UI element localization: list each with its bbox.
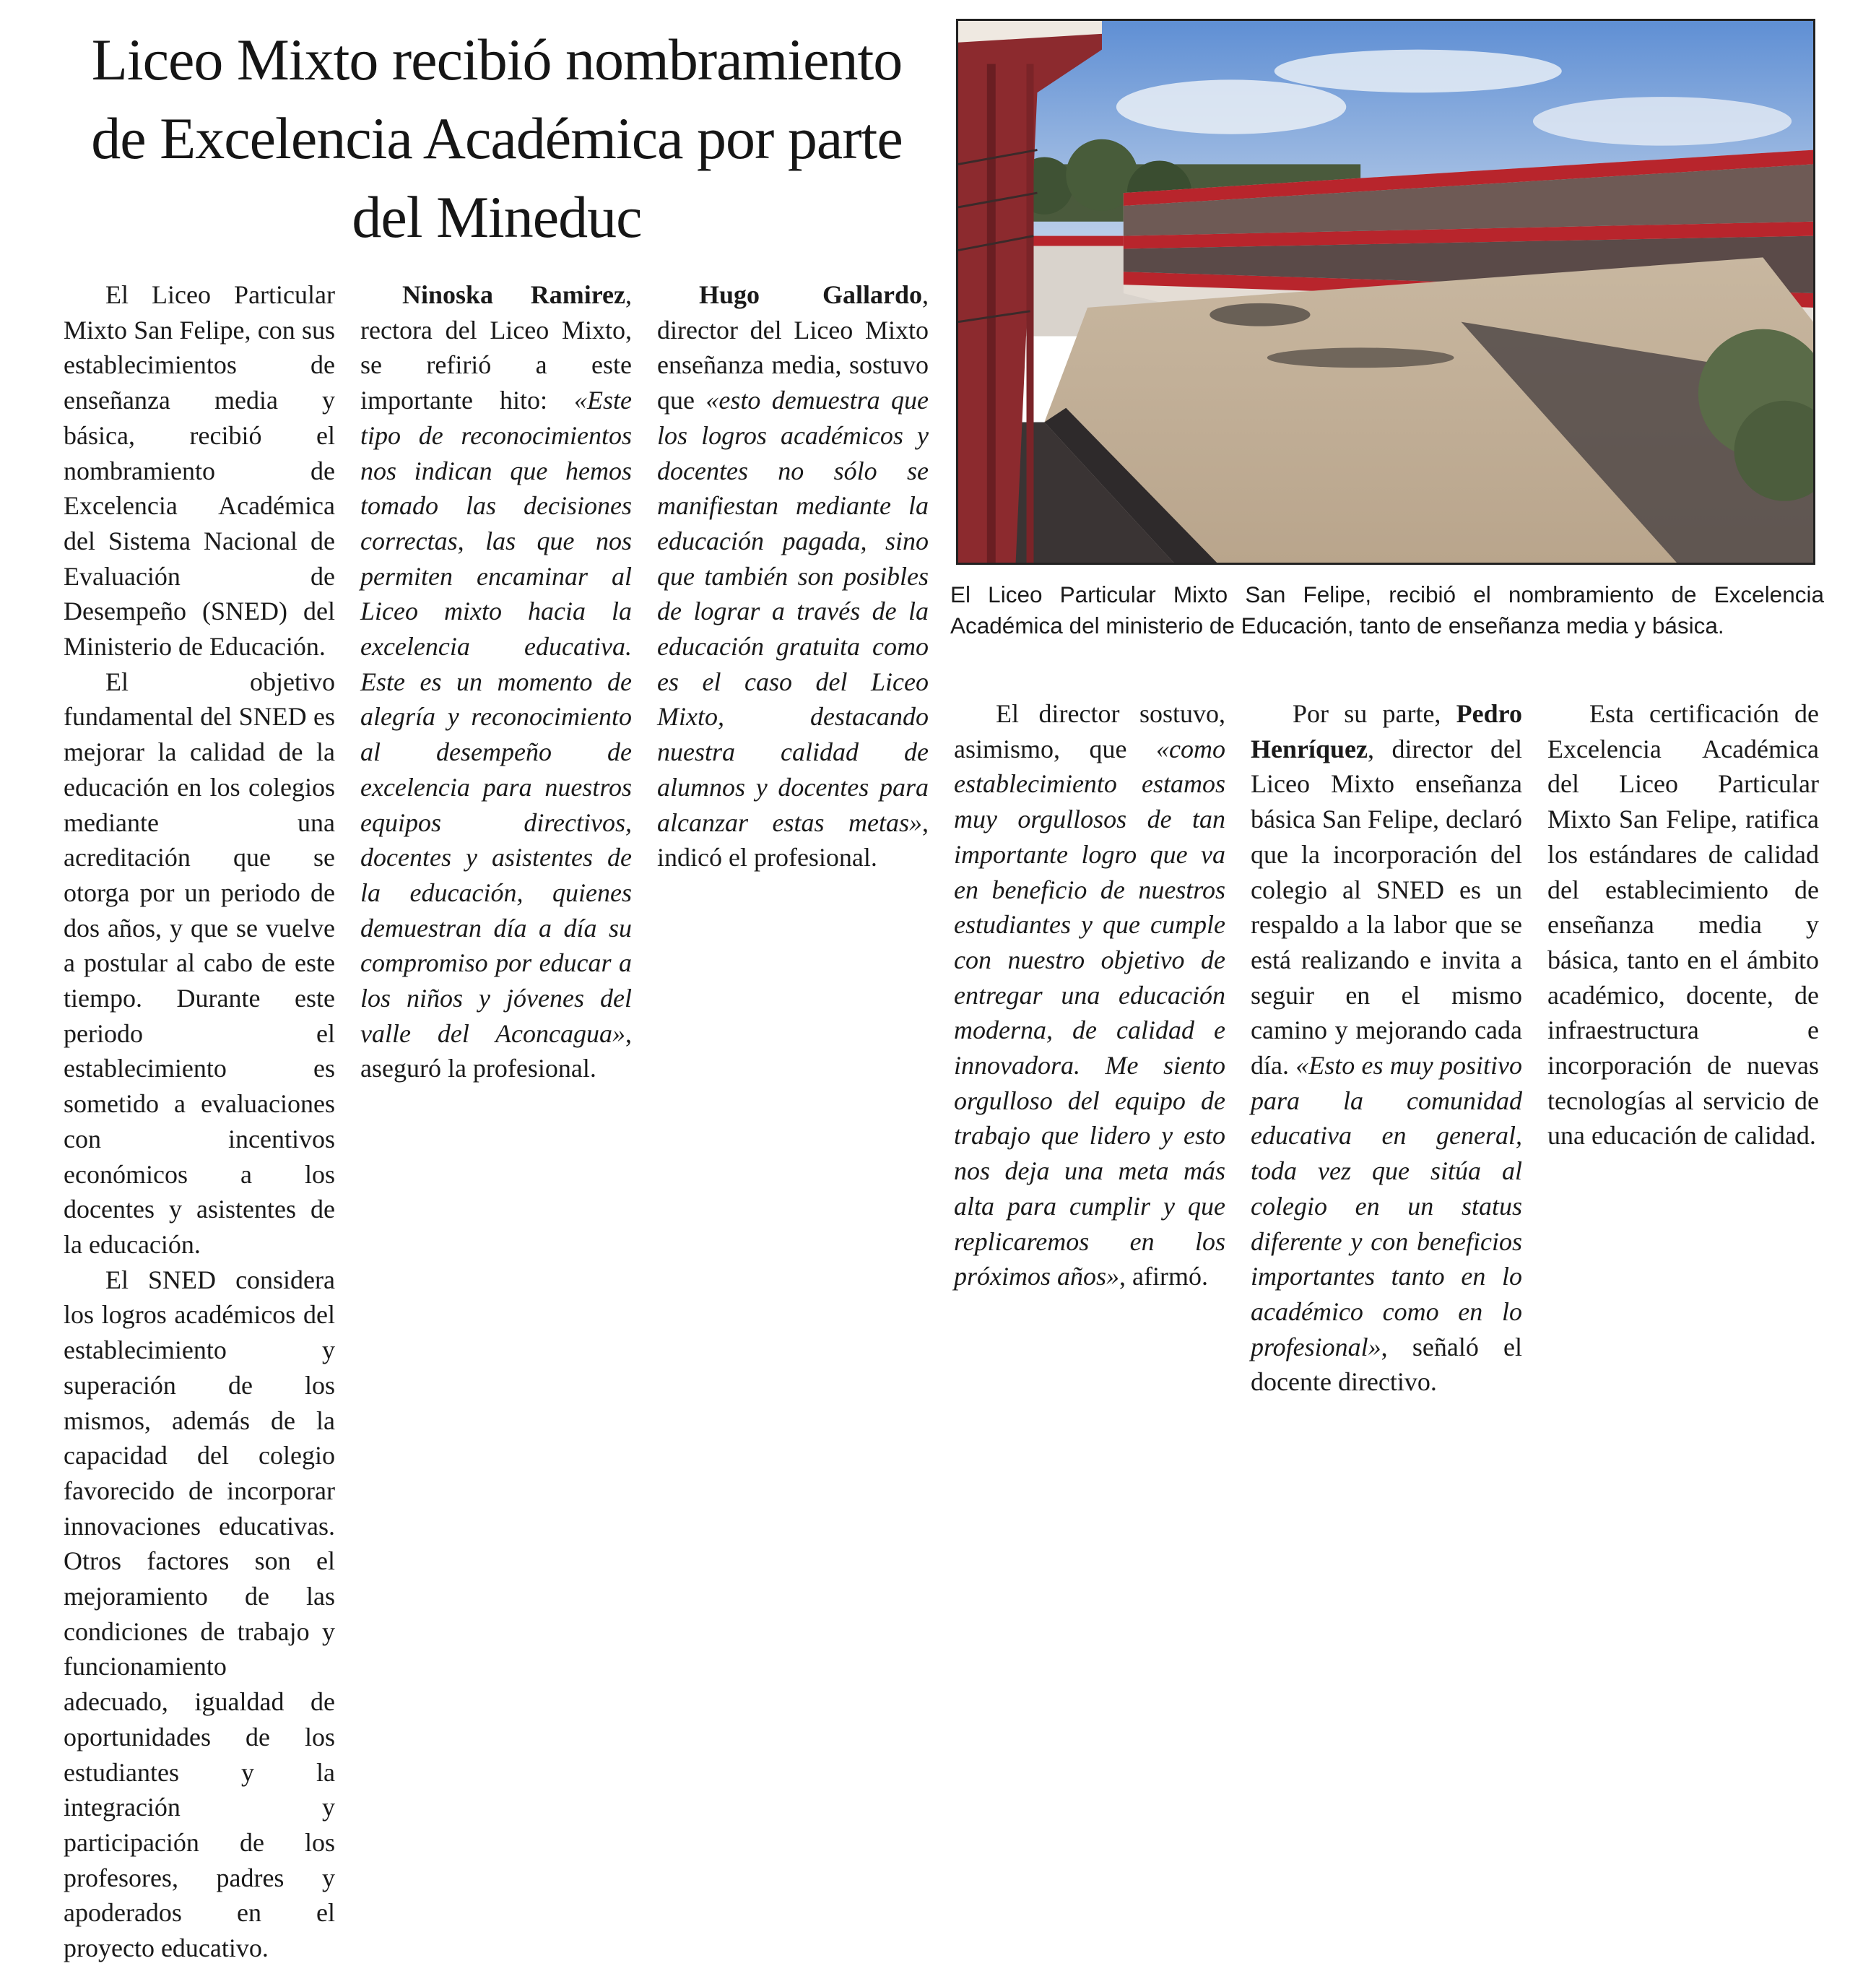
article-column-3 <box>657 277 929 875</box>
henriquez-quote: «Esto es muy positivo para la comunidad educativa en general, toda vez que sitúa al colegio en un status diferente y con beneficios importantes tanto en lo académico como en lo profesional» <box>1251 1051 1522 1361</box>
paragraph-ramirez <box>360 277 632 1086</box>
gallardo-quote-2: «como establecimiento estamos muy orgullosos de tan importante logro que va en beneficio de nuestros estudiantes y que cumple con nuestro objetivo de entregar una educación moderna, de calidad e innovadora. Me siento orgulloso del equipo de trabajo que lidero y esto nos deja una meta más alta para cumplir y que replicaremos en los próximos años» <box>954 734 1225 1291</box>
article-column-5 <box>1251 696 1522 1400</box>
gallardo-tail-1: , indicó el profesional. <box>657 807 929 872</box>
paragraph-objective: El objetivo fundamental del SNED es mejorar la calidad de la educación en los colegios mediante una acreditación que se otorga por un periodo de dos años, y que se vuelve a postular al cabo de este tiempo. Durante este periodo el establecimiento es sometido a evaluaciones con incentivos económicos a los docentes y asistentes de la educación. <box>64 667 335 1259</box>
gallardo-intro-2: El director sostuvo, asimismo, que <box>954 699 1225 763</box>
article-column-1 <box>64 277 335 1966</box>
photo-caption: El Liceo Particular Mixto San Felipe, recibió el nombramiento de Excelencia Académica del ministerio de Educación, tanto de enseñanza media y básica. <box>950 581 1824 638</box>
article-column-6 <box>1547 696 1819 1153</box>
paragraph-gallardo <box>657 277 929 875</box>
gallardo-name: Hugo Gallardo <box>699 280 922 309</box>
ramirez-quote: «Este tipo de reconocimientos nos indican que hemos tomado las decisiones correctas, las que nos permiten encaminar al Liceo mixto hacia la excelencia educativa. Este es un momento de alegría y reconocimiento al desempeño de excelencia para nuestros equipos directivos, docentes y asistentes de la educación, quienes demuestran día a día su compromiso por educar a los niños y jóvenes del valle del Aconcagua» <box>360 386 632 1048</box>
henriquez-intro: , director del Liceo Mixto enseñanza básica San Felipe, declaró que la incorporación del colegio al SNED es un respaldo a la labor que se está realizando e invita a seguir en el mismo camino y mejorando cada día. <box>1251 734 1522 1081</box>
paragraph-gallardo-2 <box>954 696 1225 1294</box>
paragraph-certification: Esta certificación de Excelencia Académica del Liceo Particular Mixto San Felipe, ratifica los estándares de calidad del establecimiento de enseñanza media y básica, tanto en el ámbito académico, docente, de infraestructura e incorporación de nuevas tecnologías al servicio de una educación de calidad. <box>1547 699 1819 1151</box>
paragraph-henriquez <box>1251 696 1522 1400</box>
henriquez-tail: , señaló el docente directivo. <box>1251 1332 1522 1397</box>
article-column-2 <box>360 277 632 1086</box>
gallardo-quote-1: «esto demuestra que los logros académicos y docentes no sólo se manifiestan mediante la educación pagada, sino que también son posibles de lograr a través de la educación gratuita como es el caso del Liceo Mixto, destacando nuestra calidad de alumnos y docentes para alcanzar estas metas» <box>657 386 929 837</box>
ramirez-tail: , aseguró la profesional. <box>360 1018 632 1083</box>
headline: Liceo Mixto recibió nombramiento de Excelencia Académica por parte del Mineduc <box>91 27 903 250</box>
henriquez-pre: Por su parte, <box>1293 699 1441 728</box>
ramirez-intro: , rectora del Liceo Mixto, se refirió a este importante hito: <box>360 280 632 415</box>
school-courtyard-photo <box>956 19 1815 565</box>
paragraph-sned-criteria: El SNED considera los logros académicos del establecimiento y superación de los mismos, además de la capacidad del colegio favorecido de incorporar innovaciones educativas. Otros factores son el mejoramiento de las condiciones de trabajo y funcionamiento adecuado, igualdad de oportunidades de los estudiantes y la integración y participación de los profesores, padres y apoderados en el proyecto educativo. <box>64 1265 335 1963</box>
ramirez-name: Ninoska Ramirez <box>402 280 625 309</box>
article-column-4 <box>954 696 1225 1294</box>
henriquez-name: Pedro Henríquez <box>1251 699 1522 763</box>
gallardo-intro: , director del Liceo Mixto enseñanza media, sostuvo que <box>657 280 929 415</box>
paragraph-intro: El Liceo Particular Mixto San Felipe, con sus establecimientos de enseñanza media y básica, recibió el nombramiento de Excelencia Académica del Sistema Nacional de Evaluación de Desempeño (SNED) del Ministerio de Educación. <box>64 280 335 662</box>
gallardo-tail-2: , afirmó. <box>1119 1262 1208 1291</box>
